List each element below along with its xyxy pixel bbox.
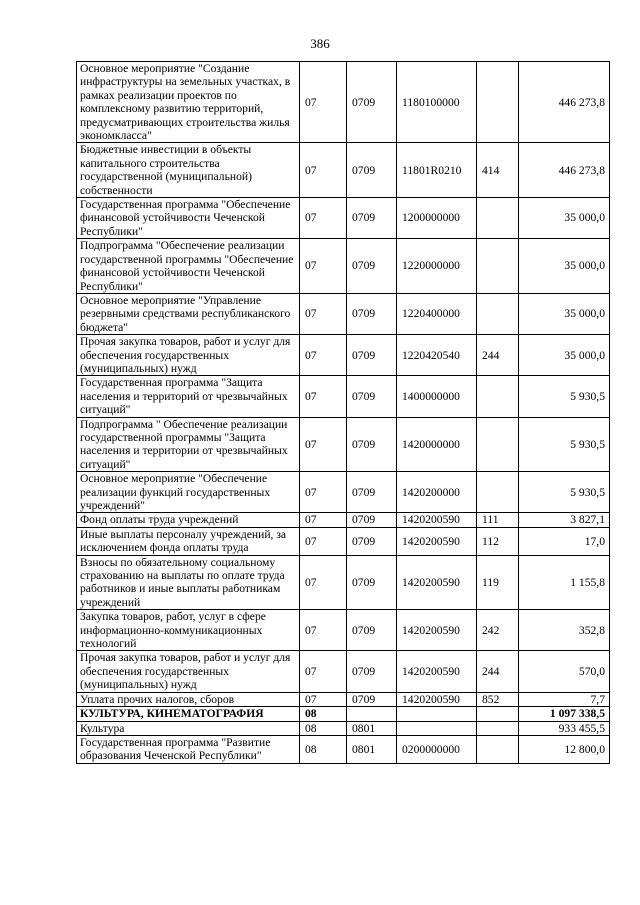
row-target-article: 1400000000 [397,376,477,417]
row-amount: 5 930,5 [519,472,610,513]
row-subsection: 0801 [347,735,397,763]
row-name: Иные выплаты персоналу учреждений, за исключением фонда оплаты труда [77,527,300,555]
row-amount: 446 273,8 [519,143,610,198]
row-section: 07 [300,527,347,555]
row-subsection: 0709 [347,513,397,527]
table-row [77,335,610,376]
row-expense-type [477,239,519,294]
row-amount: 35 000,0 [519,239,610,294]
row-name: КУЛЬТУРА, КИНЕМАТОГРАФИЯ [77,707,300,721]
row-amount: 5 930,5 [519,417,610,472]
row-target-article: 1220420540 [397,335,477,376]
row-section: 07 [300,555,347,610]
table-row [77,555,610,610]
row-name: Закупка товаров, работ, услуг в сфере информационно-коммуникационных технологий [77,610,300,651]
row-section: 07 [300,376,347,417]
row-target-article [397,707,477,721]
row-section: 08 [300,721,347,735]
row-subsection [347,707,397,721]
row-amount: 570,0 [519,651,610,692]
row-target-article: 1420200000 [397,472,477,513]
row-subsection: 0709 [347,335,397,376]
row-section: 07 [300,472,347,513]
row-target-article: 1420000000 [397,417,477,472]
row-name: Взносы по обязательному социальному страхованию на выплаты по оплате труда работников и иные выплаты работникам учреждений [77,555,300,610]
row-expense-type [477,472,519,513]
row-section: 07 [300,692,347,706]
row-name: Основное мероприятие "Управление резервными средствами республиканского бюджета" [77,293,300,334]
row-expense-type [477,735,519,763]
table-row [77,143,610,198]
row-target-article: 1420200590 [397,651,477,692]
row-name: Государственная программа "Обеспечение финансовой устойчивости Чеченской Республики" [77,198,300,239]
table-row [77,651,610,692]
row-target-article: 0200000000 [397,735,477,763]
row-subsection: 0709 [347,376,397,417]
row-name: Фонд оплаты труда учреждений [77,513,300,527]
row-expense-type [477,376,519,417]
row-section: 07 [300,513,347,527]
row-target-article: 1420200590 [397,513,477,527]
row-amount: 7,7 [519,692,610,706]
row-expense-type: 111 [477,513,519,527]
row-section: 07 [300,198,347,239]
table-row [77,376,610,417]
row-expense-type [477,721,519,735]
row-section: 07 [300,239,347,294]
table-row [77,735,610,763]
row-name: Уплата прочих налогов, сборов [77,692,300,706]
budget-table-body [77,62,610,764]
row-name: Бюджетные инвестиции в объекты капитального строительства государственной (муниципальной) собственности [77,143,300,198]
table-row [77,527,610,555]
row-section: 07 [300,651,347,692]
row-expense-type [477,707,519,721]
row-amount: 352,8 [519,610,610,651]
row-subsection: 0709 [347,527,397,555]
row-section: 07 [300,143,347,198]
row-target-article [397,721,477,735]
row-section: 07 [300,335,347,376]
row-section: 08 [300,735,347,763]
row-name: Прочая закупка товаров, работ и услуг для обеспечения государственных (муниципальных) нужд [77,651,300,692]
row-subsection: 0709 [347,62,397,143]
row-expense-type: 852 [477,692,519,706]
row-target-article: 1420200590 [397,555,477,610]
row-subsection: 0709 [347,417,397,472]
row-subsection: 0709 [347,555,397,610]
row-amount: 5 930,5 [519,376,610,417]
row-target-article: 1220000000 [397,239,477,294]
table-row [77,610,610,651]
row-target-article: 1220400000 [397,293,477,334]
row-subsection: 0709 [347,143,397,198]
row-expense-type: 244 [477,335,519,376]
row-subsection: 0709 [347,472,397,513]
row-amount: 1 097 338,5 [519,707,610,721]
row-target-article: 1200000000 [397,198,477,239]
row-amount: 12 800,0 [519,735,610,763]
budget-table [76,61,610,764]
row-section: 07 [300,62,347,143]
row-amount: 933 455,5 [519,721,610,735]
row-section: 08 [300,707,347,721]
row-target-article: 1420200590 [397,692,477,706]
row-name: Прочая закупка товаров, работ и услуг для обеспечения государственных (муниципальных) нужд [77,335,300,376]
table-row-section-total [77,707,610,721]
table-row [77,293,610,334]
table-row [77,472,610,513]
row-expense-type: 242 [477,610,519,651]
table-row [77,721,610,735]
row-subsection: 0709 [347,610,397,651]
row-amount: 35 000,0 [519,293,610,334]
row-name: Основное мероприятие "Создание инфраструктуры на земельных участках, в рамках реализации проектов по комплексному развитию территорий, предусматривающих строительства жилья экономкласса" [77,62,300,143]
row-name: Культура [77,721,300,735]
row-target-article: 1420200590 [397,527,477,555]
row-subsection: 0709 [347,692,397,706]
row-amount: 17,0 [519,527,610,555]
row-name: Государственная программа "Защита населения и территорий от чрезвычайных ситуаций" [77,376,300,417]
table-row [77,417,610,472]
row-expense-type: 119 [477,555,519,610]
table-row [77,513,610,527]
row-target-article: 1420200590 [397,610,477,651]
row-target-article: 11801R0210 [397,143,477,198]
row-name: Подпрограмма " Обеспечение реализации государственной программы "Защита населения и территории от чрезвычайных ситуаций" [77,417,300,472]
row-target-article: 1180100000 [397,62,477,143]
row-section: 07 [300,610,347,651]
table-row [77,198,610,239]
row-subsection: 0709 [347,239,397,294]
row-section: 07 [300,417,347,472]
row-name: Подпрограмма "Обеспечение реализации государственной программы "Обеспечение финансовой устойчивости Чеченской Республики" [77,239,300,294]
row-subsection: 0709 [347,293,397,334]
row-expense-type [477,293,519,334]
row-amount: 35 000,0 [519,198,610,239]
row-expense-type [477,417,519,472]
row-amount: 35 000,0 [519,335,610,376]
row-amount: 1 155,8 [519,555,610,610]
row-amount: 3 827,1 [519,513,610,527]
table-row [77,62,610,143]
row-expense-type [477,62,519,143]
row-subsection: 0709 [347,651,397,692]
row-expense-type: 112 [477,527,519,555]
row-expense-type: 244 [477,651,519,692]
row-name: Основное мероприятие "Обеспечение реализации функций государственных учреждений" [77,472,300,513]
row-expense-type [477,198,519,239]
row-amount: 446 273,8 [519,62,610,143]
page-number: 386 [310,36,330,51]
row-expense-type: 414 [477,143,519,198]
table-row [77,239,610,294]
row-section: 07 [300,293,347,334]
row-name: Государственная программа "Развитие образования Чеченской Республики" [77,735,300,763]
table-row [77,692,610,706]
row-subsection: 0801 [347,721,397,735]
row-subsection: 0709 [347,198,397,239]
